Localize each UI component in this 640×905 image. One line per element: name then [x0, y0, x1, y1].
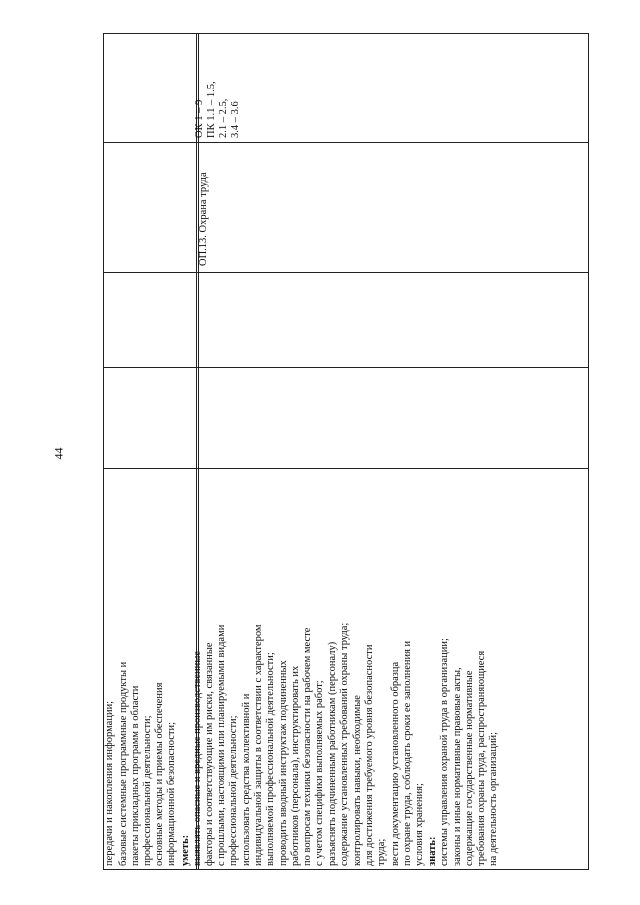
description-line: выполняемой профессиональной деятельности; — [265, 652, 276, 866]
description-line: по охране труда, соблюдать сроки ее заполнения и — [402, 640, 413, 866]
description-line: системы управления охраной труда в организации; — [439, 638, 450, 866]
description-line: факторы и соответствующие им риски, связанные — [204, 642, 215, 866]
competency-line: 2.1 – 2.5, — [218, 98, 229, 138]
table-border-top — [103, 33, 589, 34]
umet-heading: уметь: — [180, 834, 191, 866]
description-line: труда; — [376, 838, 387, 866]
description-line: требования охраны труда, распространяющиеся — [476, 650, 487, 866]
description-line: профессиональной деятельности; — [228, 715, 239, 866]
description-line: для достижения требуемого уровня безопасности — [364, 644, 375, 866]
description-line: базовые системные программные продукты и — [118, 661, 129, 866]
znat-heading: знать: — [427, 836, 438, 866]
description-line: по вопросам техники безопасности на рабочем месте — [302, 627, 313, 866]
competencies-cell — [194, 34, 250, 138]
page-number: 44 — [51, 447, 66, 460]
description-line: законы и иные нормативные правовые акты, — [452, 667, 463, 866]
row-divider-2 — [103, 272, 589, 273]
competency-line: ПК 1.1 – 1.5, — [206, 81, 217, 138]
description-line: основные методы и приемы обеспечения — [154, 682, 165, 866]
row-divider-4 — [103, 468, 589, 469]
description-line: условия хранения; — [414, 783, 425, 866]
description-line: использовать средства коллективной и — [241, 693, 252, 866]
row-divider-3 — [103, 367, 589, 368]
description-line: индивидуальной защиты в соответствии с характером — [253, 624, 264, 866]
description-line: профессиональной деятельности; — [142, 715, 153, 866]
description-line: с учетом специфики выполняемых работ; — [314, 680, 325, 866]
competency-line: ОК 1 – 9 — [194, 99, 205, 138]
table-border-right — [588, 33, 589, 870]
description-line: контролировать навыки, необходимые — [352, 695, 363, 866]
description-line: проводить вводный инструктаж подчиненных — [278, 660, 289, 866]
description-line: содержание установленных требований охраны труда; — [339, 622, 350, 866]
table-border-bottom — [103, 869, 589, 870]
description-line: с прошлыми, настоящими или планируемыми видами — [216, 624, 227, 866]
description-line: работников (персонала), инструктировать их — [290, 665, 301, 866]
row-divider-1 — [103, 142, 589, 143]
discipline-cell — [198, 146, 212, 266]
description-line: выявлять опасные и вредные производственные — [192, 651, 203, 866]
description-line: пакеты прикладных программ в области — [130, 685, 141, 866]
description-line: на деятельность организаций; — [488, 731, 499, 866]
description-line: разъяснять подчиненным работникам (персоналу) — [327, 641, 338, 866]
description-line: информационной безопасности; — [166, 721, 177, 866]
description-cell-main — [118, 470, 588, 866]
competency-line: 3.4 – 3.6 — [230, 101, 241, 138]
description-line: передачи и накопления информации; — [104, 700, 115, 866]
description-line: вести документацию установленного образца — [390, 661, 401, 866]
description-line: содержащие государственные нормативные — [464, 670, 475, 866]
discipline-name: ОП.13. Охрана труда — [198, 172, 209, 266]
